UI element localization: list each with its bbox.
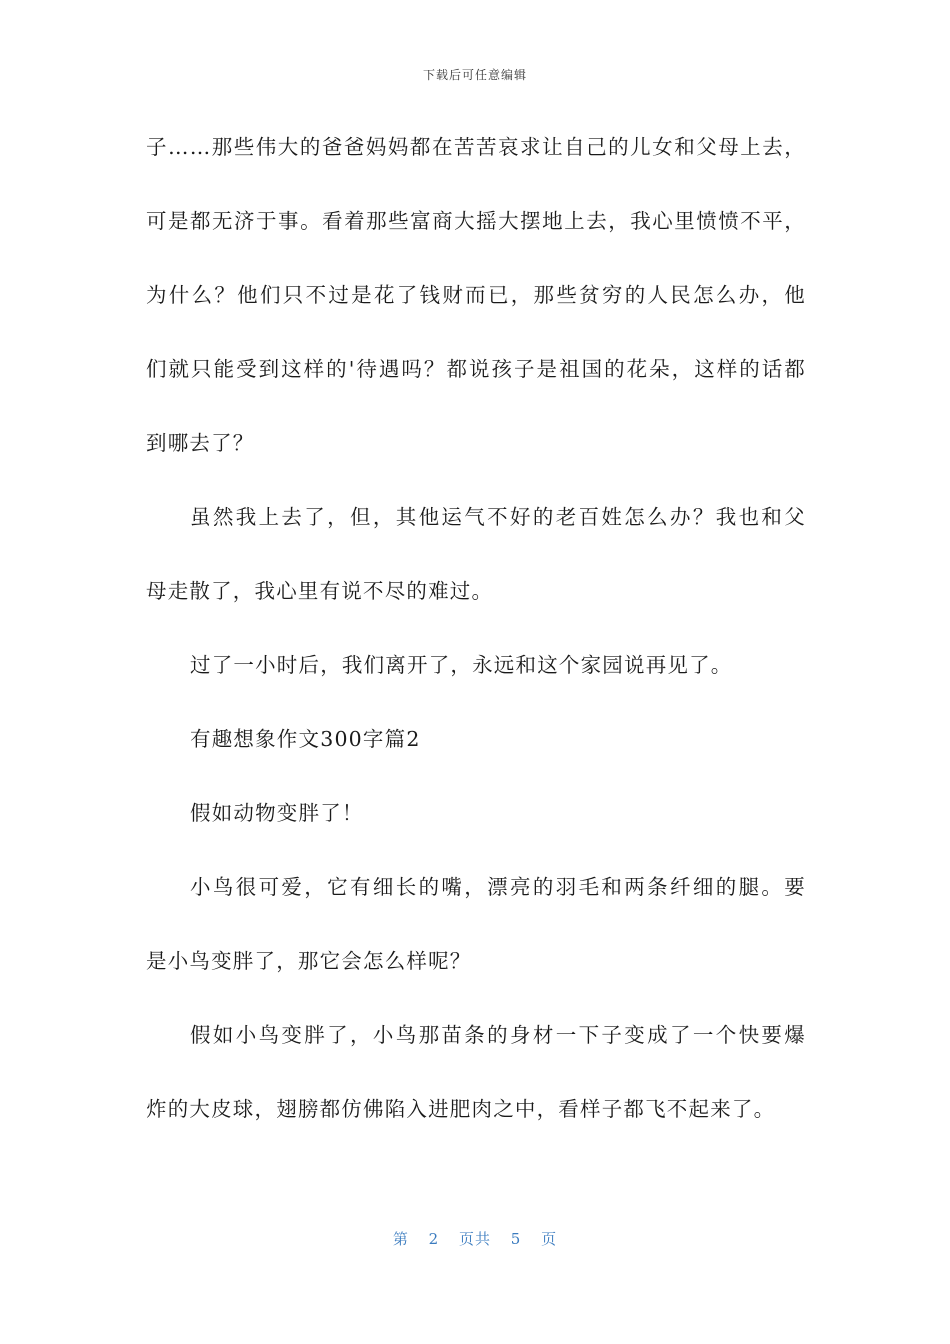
paragraph-line: 炸的大皮球，翅膀都仿佛陷入进肥肉之中，看样子都飞不起来了。 (146, 1097, 776, 1121)
paragraph-line: 可是都无济于事。看着那些富商大摇大摆地上去，我心里愤愤不平， (146, 209, 806, 233)
essay-title: 假如动物变胖了！ (190, 801, 364, 825)
page-header: 下载后可任意编辑 (422, 68, 527, 82)
paragraph-line: 是小鸟变胖了，那它会怎么样呢？ (146, 949, 472, 973)
paragraph-line: 子……那些伟大的爸爸妈妈都在苦苦哀求让自己的儿女和父母上去， (146, 135, 806, 159)
paragraph-line: 小鸟很可爱，它有细长的嘴，漂亮的羽毛和两条纤细的腿。要 (190, 875, 806, 899)
paragraph-line: 虽然我上去了，但，其他运气不好的老百姓怎么办？我也和父 (190, 505, 806, 529)
paragraph-line: 过了一小时后，我们离开了，永远和这个家园说再见了。 (190, 653, 733, 677)
paragraph-line: 们就只能受到这样的'待遇吗？都说孩子是祖国的花朵，这样的话都 (146, 357, 806, 381)
paragraph-line: 为什么？他们只不过是花了钱财而已，那些贫穷的人民怎么办，他 (146, 283, 806, 307)
page-footer: 第 2 页共 5 页 (392, 1230, 558, 1248)
document-body (146, 122, 806, 1158)
paragraph-line: 假如小鸟变胖了，小鸟那苗条的身材一下子变成了一个快要爆 (190, 1023, 806, 1047)
paragraph-line: 母走散了，我心里有说不尽的难过。 (146, 579, 494, 603)
paragraph-line: 到哪去了？ (146, 431, 255, 455)
section-heading: 有趣想象作文300字篇2 (190, 727, 421, 751)
